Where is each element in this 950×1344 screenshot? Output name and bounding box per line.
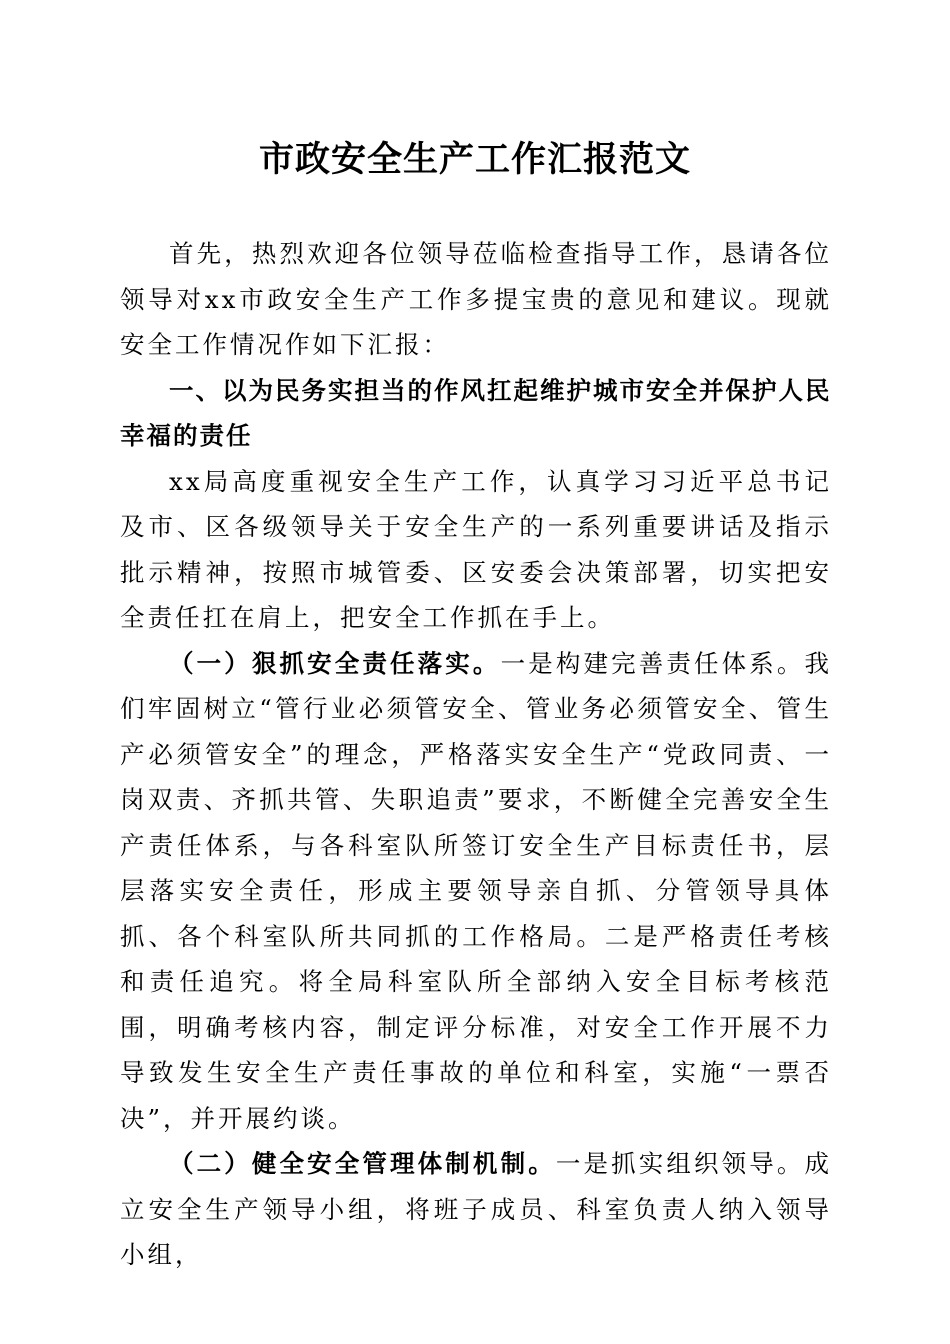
subsection-1-text: 一是构建完善责任体系。我们牢固树立“管行业必须管安全、管业务必须管安全、管生产必须管安全”的理念，严格落实安全生产“党政同责、一岗双责、齐抓共管、失职追责”要求，不断健全完善安全生产责任体系，与各科室队所签订安全生产目标责任书，层层落实安全责任，形成主要领导亲自抓、分管领导具体抓、各个科室队所共同抓的工作格局。二是严格责任考核和责任追究。将全局科室队所全部纳入安全目标考核范围，明确考核内容，制定评分标准，对安全工作开展不力导致发生安全生产责任事故的单位和科室，实施“一票否决”，并开展约谈。 bbox=[120, 648, 833, 1133]
subsection-2-paragraph bbox=[120, 1141, 832, 1278]
document-body bbox=[120, 231, 832, 1278]
subsection-2-text: 一是抓实组织领导。成立安全生产领导小组，将班子成员、科室负责人纳入领导小组， bbox=[120, 1149, 833, 1269]
subsection-1-paragraph bbox=[120, 641, 832, 1142]
subsection-1-lead: （一）狠抓安全责任落实。 bbox=[169, 648, 501, 678]
intro-paragraph: 首先，热烈欢迎各位领导莅临检查指导工作，恳请各位领导对xx市政安全生产工作多提宝贵的意见和建议。现就安全工作情况作如下汇报： bbox=[120, 239, 832, 359]
document-title: 市政安全生产工作汇报范文 bbox=[258, 139, 691, 180]
section-1-paragraph: xx局高度重视安全生产工作，认真学习习近平总书记及市、区各级领导关于安全生产的一系列重要讲话及指示批示精神，按照市城管委、区安委会决策部署，切实把安全责任扛在肩上，把安全工作抓在手上。 bbox=[120, 466, 832, 632]
subsection-2-lead: （二）健全安全管理体制机制。 bbox=[169, 1149, 556, 1178]
section-1-heading: 一、以为民务实担当的作风扛起维护城市安全并保护人民幸福的责任 bbox=[120, 375, 832, 450]
